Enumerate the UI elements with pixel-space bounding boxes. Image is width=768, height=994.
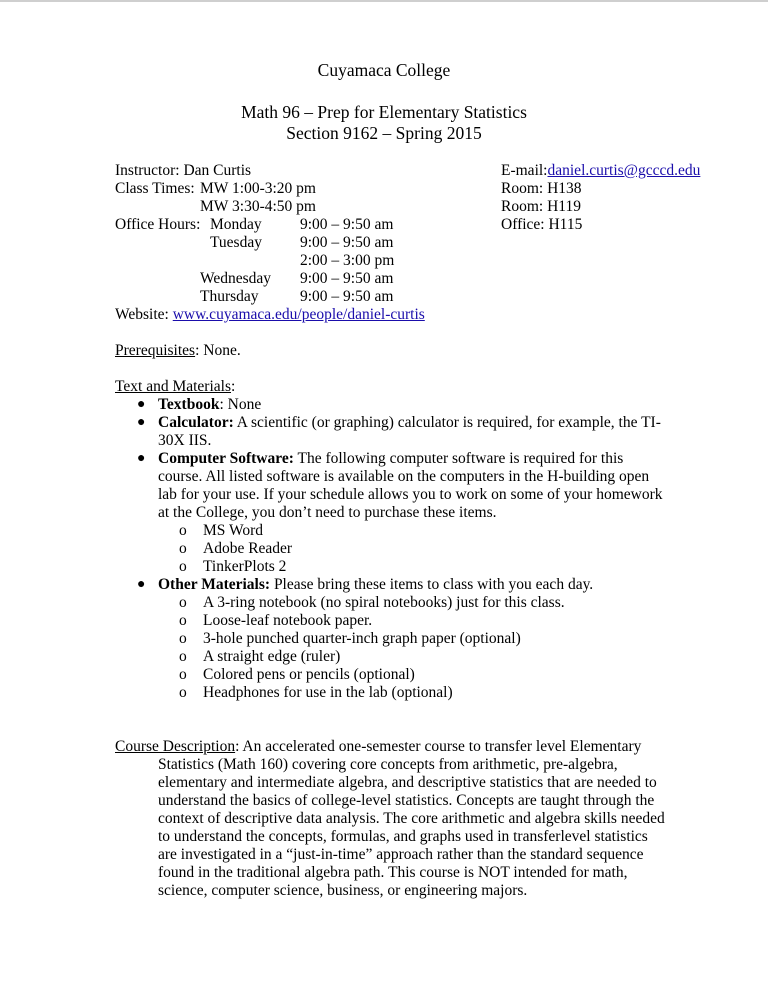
software-item: TinkerPlots 2: [203, 558, 287, 575]
office-hours-time: 9:00 – 9:50 am: [300, 216, 394, 233]
course-description-line: to understand the concepts, formulas, and graphs used in transferlevel statistics: [158, 828, 648, 845]
course-description-line: found in the traditional algebra path. This course is NOT intended for math,: [158, 864, 628, 881]
office-hours-time: 9:00 – 9:50 am: [300, 288, 394, 305]
prerequisites-text: : None.: [195, 342, 241, 359]
prerequisites-label: Prerequisites: [115, 342, 196, 359]
course-description-line: elementary and intermediate algebra, and descriptive statistics that are needed to: [158, 774, 657, 791]
bullet-icon: ●: [137, 451, 146, 466]
course-title: Math 96 – Prep for Elementary Statistics: [241, 102, 527, 122]
course-description-line: are investigated in a “just-in-time” approach rather than the standard sequence: [158, 846, 644, 863]
circle-bullet-icon: o: [179, 666, 187, 683]
calculator-line: Calculator: A scientific (or graphing) calculator is required, for example, the TI-: [158, 414, 661, 431]
college-name: Cuyamaca College: [317, 60, 451, 80]
office-hours-label: Office Hours:: [115, 216, 201, 233]
other-materials-line: Other Materials: Please bring these items to class with you each day.: [158, 576, 594, 593]
circle-bullet-icon: o: [179, 612, 187, 629]
circle-bullet-icon: o: [179, 594, 187, 611]
other-item: A 3-ring notebook (no spiral notebooks) just for this class.: [203, 594, 565, 611]
other-item: Colored pens or pencils (optional): [203, 666, 415, 683]
prerequisites-line: [115, 342, 241, 360]
class-time-1: MW 1:00-3:20 pm: [200, 180, 316, 197]
textbook-line: Textbook: None: [158, 396, 262, 413]
other-item: A straight edge (ruler): [203, 648, 341, 665]
circle-bullet-icon: o: [179, 522, 187, 539]
office-hours-day: Monday: [210, 216, 262, 233]
bullet-icon: ●: [137, 397, 146, 412]
circle-bullet-icon: o: [179, 648, 187, 665]
website-label: Website:: [115, 306, 169, 323]
office-room: Office: H115: [501, 216, 583, 233]
website-link[interactable]: www.cuyamaca.edu/people/daniel-curtis: [172, 306, 425, 323]
circle-bullet-icon: o: [179, 558, 187, 575]
software-item: MS Word: [203, 522, 264, 539]
office-hours-day: Wednesday: [200, 270, 272, 287]
office-hours-time: 2:00 – 3:00 pm: [300, 252, 395, 269]
email-label: E-mail:: [501, 162, 548, 179]
email-line: [501, 162, 700, 180]
course-description-line: Statistics (Math 160) covering core concepts from arithmetic, pre-algebra,: [158, 756, 618, 773]
software-line: course. All listed software is available on the computers in the H-building open: [158, 468, 650, 485]
calculator-line-2: 30X IIS.: [158, 432, 212, 449]
class-time-2: MW 3:30-4:50 pm: [200, 198, 316, 215]
software-line: lab for your use. If your schedule allows you to work on some of your homework: [158, 486, 663, 503]
circle-bullet-icon: o: [179, 630, 187, 647]
course-description-line: science, computer science, business, or engineering majors.: [158, 882, 528, 899]
materials-heading: Text and Materials:: [115, 378, 236, 395]
office-hours-day: Tuesday: [210, 234, 262, 251]
course-description-first-line: Course Description: An accelerated one-semester course to transfer level Elementary: [115, 738, 642, 755]
room-1: Room: H138: [501, 180, 582, 197]
course-description-line: understand the basics of college-level statistics. Concepts are taught through the: [158, 792, 655, 809]
page-top-border: [0, 0, 768, 2]
office-hours-time: 9:00 – 9:50 am: [300, 234, 394, 251]
course-description-label: Course Description: [115, 738, 236, 755]
section-line: Section 9162 – Spring 2015: [286, 123, 482, 143]
website-line: [115, 306, 425, 324]
other-item: 3-hole punched quarter-inch graph paper (optional): [203, 630, 521, 647]
bullet-icon: ●: [137, 577, 146, 592]
bullet-icon: ●: [137, 415, 146, 430]
other-item: Headphones for use in the lab (optional): [203, 684, 453, 701]
other-item: Loose-leaf notebook paper.: [203, 612, 373, 629]
software-line: Computer Software: The following computer software is required for this: [158, 450, 624, 467]
software-item: Adobe Reader: [203, 540, 293, 557]
software-line: at the College, you don’t need to purchase these items.: [158, 504, 497, 521]
circle-bullet-icon: o: [179, 684, 187, 701]
course-description-line: context of descriptive data analysis. The core arithmetic and algebra skills needed: [158, 810, 665, 827]
instructor-line: Instructor: Dan Curtis: [115, 162, 252, 179]
email-link[interactable]: daniel.curtis@gcccd.edu: [547, 162, 701, 179]
office-hours-day: Thursday: [200, 288, 259, 305]
class-times-label: Class Times:: [115, 180, 195, 197]
office-hours-time: 9:00 – 9:50 am: [300, 270, 394, 287]
circle-bullet-icon: o: [179, 540, 187, 557]
room-2: Room: H119: [501, 198, 581, 215]
